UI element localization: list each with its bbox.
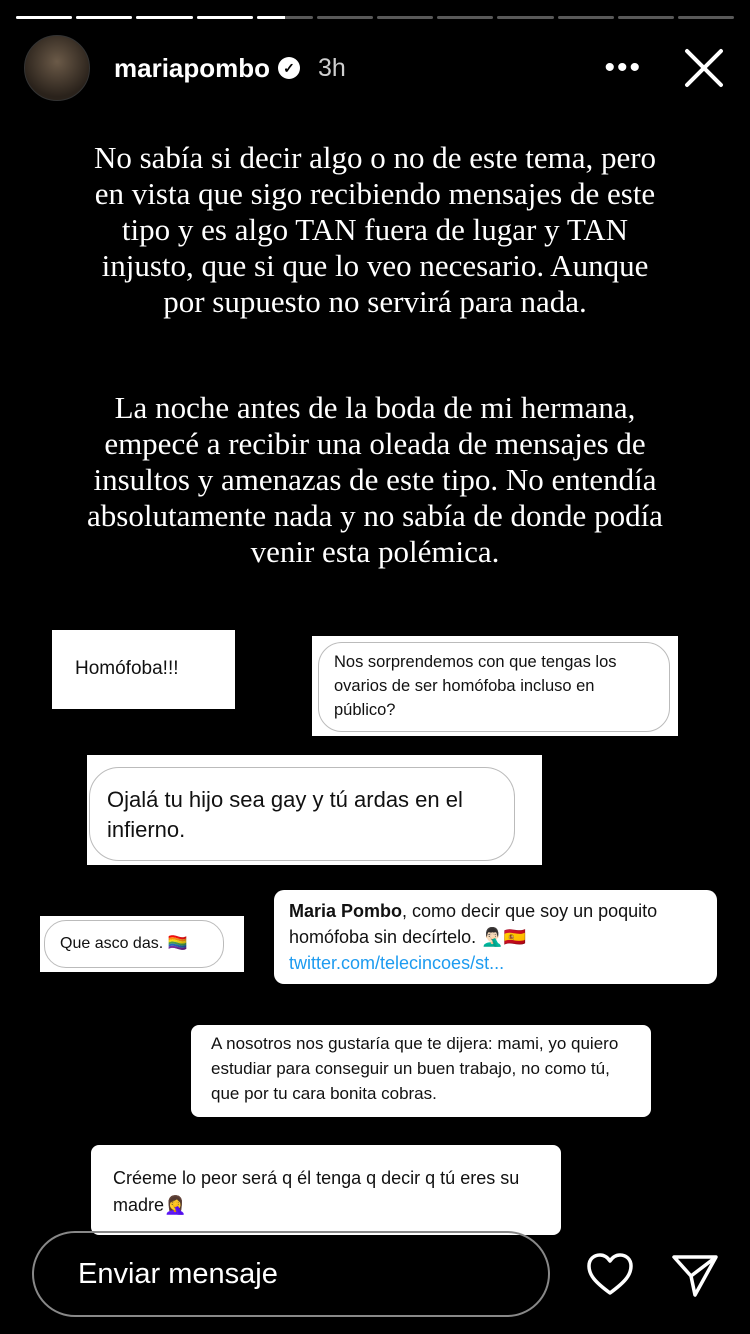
story-text-intro: No sabía si decir algo o no de este tema, pero en vista que sigo recibiendo mensajes de este tipo y es algo TAN fuera de lugar y TAN injusto, que si que lo veo necesario. Aunque por supuesto no servirá para nada. [93,140,657,319]
message-screenshot [191,1025,651,1117]
story-progress-segment [497,16,553,19]
story-progress-fill [76,16,132,19]
story-progress-segment [76,16,132,19]
story-progress-segment [136,16,192,19]
username[interactable]: mariapombo [114,52,271,83]
share-send-icon[interactable] [670,1250,720,1300]
message-screenshot [312,636,678,736]
story-progress-segment [618,16,674,19]
more-options-icon[interactable]: ••• [604,51,642,84]
story-progress-fill [257,16,285,19]
message-text: Créeme lo peor será q él tenga q decir q tú eres su madre🤦‍♀️ [113,1168,520,1215]
story-progress-fill [197,16,253,19]
story-progress-fill [136,16,192,19]
tweet-text [289,898,699,976]
message-text: Nos sorprendemos con que tengas los ovarios de ser homófoba incluso en público? [334,653,617,719]
message-input[interactable] [76,1257,500,1292]
message-input-container[interactable] [32,1231,550,1317]
story-progress-segment [197,16,253,19]
story-progress-segment [377,16,433,19]
tweet-body: , como decir que soy un poquito homófoba sin decírtelo. 🤦🏻‍♂️🇪🇸 [289,901,658,947]
message-text: Homófoba!!! [75,658,179,679]
story-progress-segment [558,16,614,19]
story-progress-segment [257,16,313,19]
close-icon[interactable] [682,46,726,90]
story-header [24,36,726,100]
message-text: Ojalá tu hijo sea gay y tú ardas en el infierno. [107,787,463,842]
message-text: A nosotros nos gustaría que te dijera: mami, yo quiero estudiar para conseguir un buen trabajo, no como tú, que por tu cara bonita cobras. [211,1034,619,1103]
tweet-link[interactable]: twitter.com/telecincoes/st... [289,953,505,973]
message-screenshot [91,1145,561,1235]
message-text: Que asco das. 🏳️‍🌈 [60,935,188,952]
tweet-screenshot [274,890,717,984]
story-progress-segment [16,16,72,19]
message-screenshot [52,630,235,709]
post-time: 3h [318,53,346,82]
story-progress-segment [317,16,373,19]
avatar[interactable] [24,35,90,101]
story-progress-bar [16,16,734,20]
message-screenshot [40,916,244,972]
story-progress-segment [437,16,493,19]
message-screenshot [87,755,542,865]
story-progress-fill [16,16,72,19]
heart-icon[interactable] [585,1250,635,1300]
story-text-context: La noche antes de la boda de mi hermana, empecé a recibir una oleada de mensajes de insultos y amenazas de este tipo. No entendía absolutamente nada y no sabía de donde podía venir esta polémica. [87,390,663,569]
verified-badge-icon: ✓ [278,57,300,79]
story-progress-segment [678,16,734,19]
tweet-author: Maria Pombo [289,901,403,921]
